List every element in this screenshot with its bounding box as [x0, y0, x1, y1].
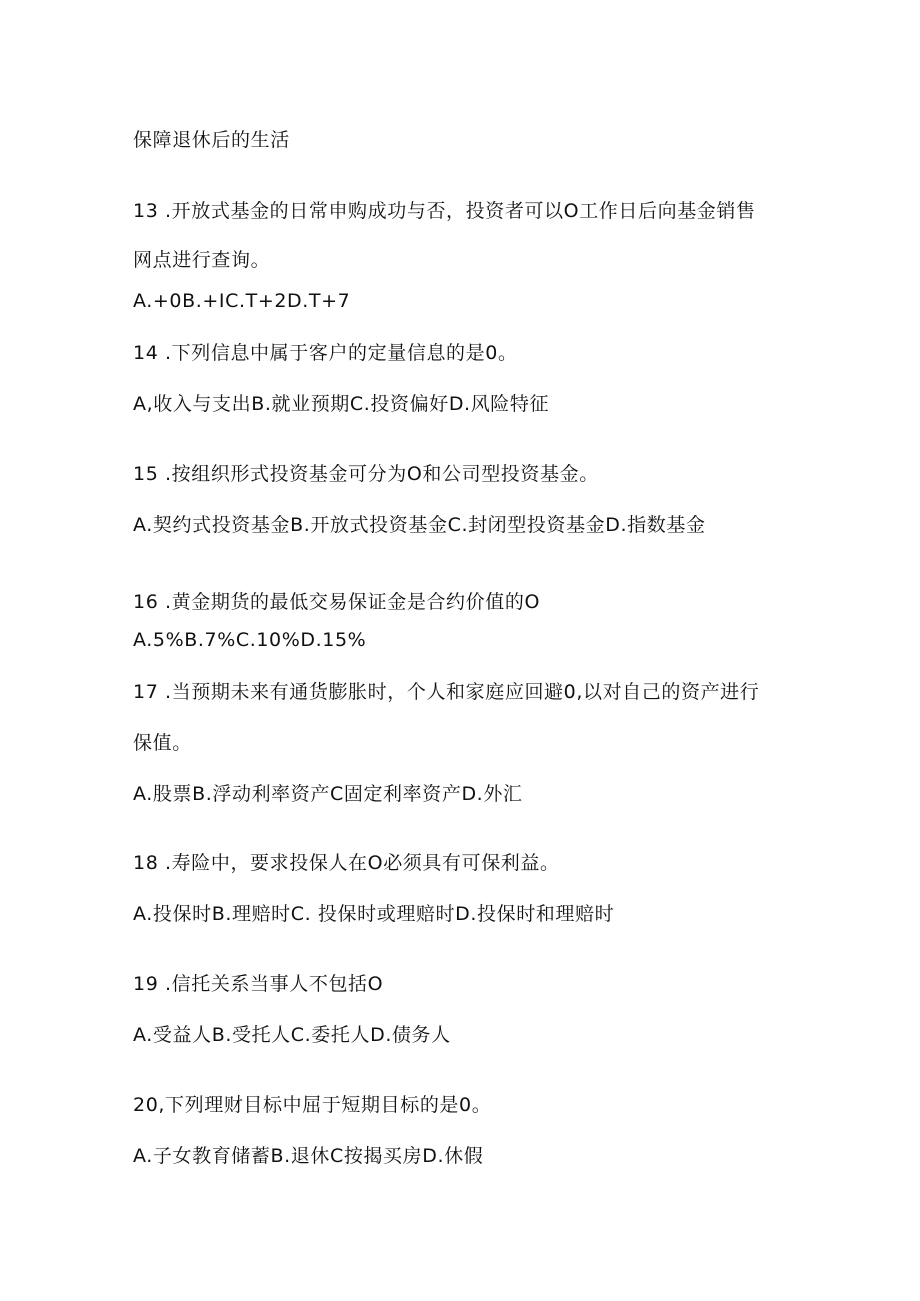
question-16-options: A.5%B.7%C.10%D.15%	[133, 629, 367, 651]
question-20-options: A.子女教育储蓄B.退休C按揭买房D.休假	[133, 1145, 484, 1167]
question-13-continued: 网点进行查询。	[133, 249, 271, 271]
question-13-options: A.+0B.+IC.T+2D.T+7	[133, 290, 351, 312]
question-18-options: A.投保时B.理赔时C. 投保时或理赔时D.投保时和理赔时	[133, 903, 615, 925]
question-15: 15 .按组织形式投资基金可分为O和公司型投资基金。	[133, 463, 599, 485]
question-14: 14 .下列信息中属于客户的定量信息的是0。	[133, 342, 518, 364]
question-15-options: A.契约式投资基金B.开放式投资基金C.封闭型投资基金D.指数基金	[133, 514, 706, 536]
question-17-continued: 保值。	[133, 732, 192, 754]
question-20: 20,下列理财目标中屈于短期目标的是0。	[133, 1094, 492, 1116]
question-19-options: A.受益人B.受托人C.委托人D.债务人	[133, 1024, 451, 1046]
question-13: 13 .开放式基金的日常申购成功与否，投资者可以O工作日后向基金销售	[133, 200, 756, 222]
question-17-options: A.股票B.浮动利率资产C固定利率资产D.外汇	[133, 783, 523, 805]
question-16: 16 .黄金期货的最低交易保证金是合约价值的O	[133, 591, 541, 613]
text-line: 保障退休后的生活	[133, 129, 290, 151]
question-17: 17 .当预期未来有通货膨胀时，个人和家庭应回避0,以对自己的资产进行	[133, 681, 760, 703]
question-19: 19 .信托关系当事人不包括O	[133, 973, 384, 995]
question-18: 18 .寿险中，要求投保人在O必须具有可保利益。	[133, 852, 560, 874]
question-14-options: A,收入与支出B.就业预期C.投资偏好D.风险特征	[133, 393, 550, 415]
